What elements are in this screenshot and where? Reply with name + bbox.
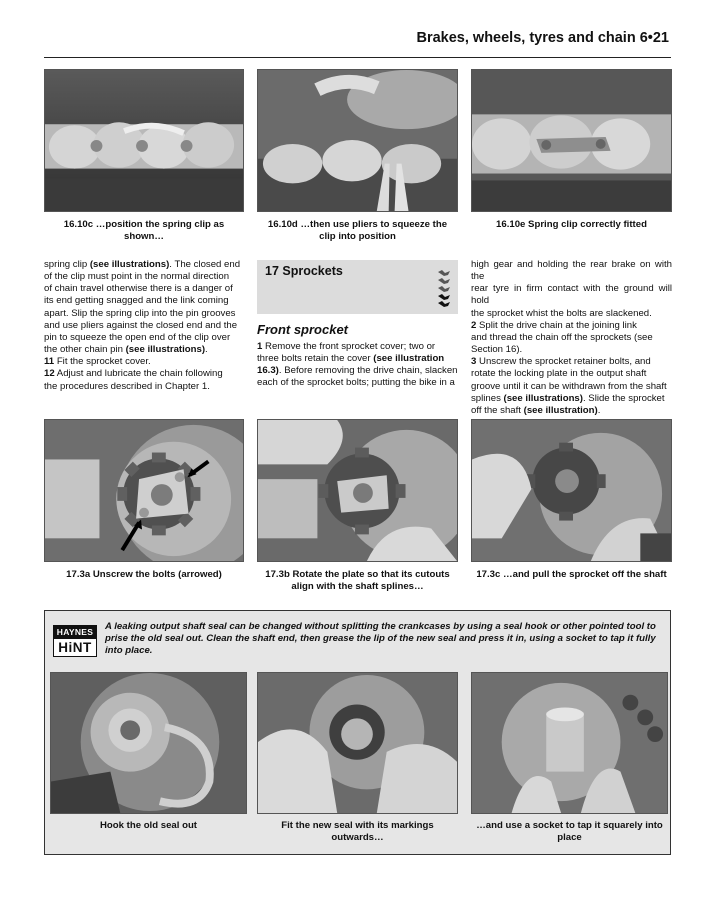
photo-caption: 16.10c …position the spring clip as shown… xyxy=(63,219,225,242)
chain-link-photo xyxy=(44,69,244,212)
photo-caption: Fit the new seal with its markings outwards… xyxy=(281,820,434,843)
seal-hook-photo xyxy=(50,672,247,814)
page-header xyxy=(44,28,671,58)
text-column-2: 1 Remove the front sprocket cover; two or three bolts retain the cover (see illustration 16.3). Before removing the drive chain, slacken each of the sprocket bolts; putting the bike in a xyxy=(257,341,458,389)
photo-caption: 17.3c …and pull the sprocket off the shaft xyxy=(476,569,667,580)
text-column-1: spring clip (see illustrations). The closed end of the clip must point in the normal direction of chain travel otherwise there is a danger of its end getting snagged and the link coming apart. Slip the spring clip into the pin grooves and use pliers against the closed end and the pin to squeeze the open end of the clip over the other chain pin (see illustrations). 11 Fit the sprocket cover. 12 Adjust and lubricate the chain following the procedures described in Chapter 1. xyxy=(44,259,241,392)
haynes-hint-logo: HAYNES HiNT xyxy=(53,625,97,657)
rotate-plate-photo xyxy=(257,419,458,562)
photo-caption: Hook the old seal out xyxy=(99,820,197,831)
fit-seal-photo xyxy=(257,672,458,814)
fitted-clip-photo xyxy=(471,69,672,212)
photo-caption: 17.3b Rotate the plate so that its cutouts align with the shaft splines… xyxy=(265,569,450,592)
text-column-3: high gear and holding the rear brake on with the rear tyre in firm contact with the ground will hold the sprocket whist the bolts are slackened. 2 Split the drive chain at the joining link and thread the chain off the sprockets (see Section 16). 3 Unscrew the sprocket retainer bolts, and rotate the locking plate in the output shaft groove until it can be withdrawn from the shaft splines (see illustrations). Slide the sprocket off the shaft (see illustration). xyxy=(471,259,672,416)
section-title: 17 Sprockets xyxy=(265,264,343,278)
photo-caption: 16.10e Spring clip correctly fitted xyxy=(496,219,647,230)
page-title: Brakes, wheels, tyres and chain 6•21 xyxy=(416,30,669,46)
photo-caption: 16.10d …then use pliers to squeeze the clip into position xyxy=(267,219,448,242)
sprocket-bolts-photo xyxy=(44,419,244,562)
pliers-on-chain-photo xyxy=(257,69,458,212)
haynes-hint-box xyxy=(44,610,671,855)
photo-caption: …and use a socket to tap it squarely into place xyxy=(476,820,663,843)
socket-tap-photo xyxy=(471,672,668,814)
section-heading-box xyxy=(257,260,458,314)
subheading: Front sprocket xyxy=(257,322,349,337)
pull-sprocket-photo xyxy=(471,419,672,562)
hint-text: A leaking output shaft seal can be changed without splitting the crankcases by using a seal hook or other pointed tool to prise the old seal out. Clean the shaft end, then grease the lip of the new seal and press it in, using a socket to tap it fully into place. xyxy=(105,621,656,657)
spanner-rating-icon xyxy=(436,268,452,308)
photo-caption: 17.3a Unscrew the bolts (arrowed) xyxy=(66,569,222,580)
